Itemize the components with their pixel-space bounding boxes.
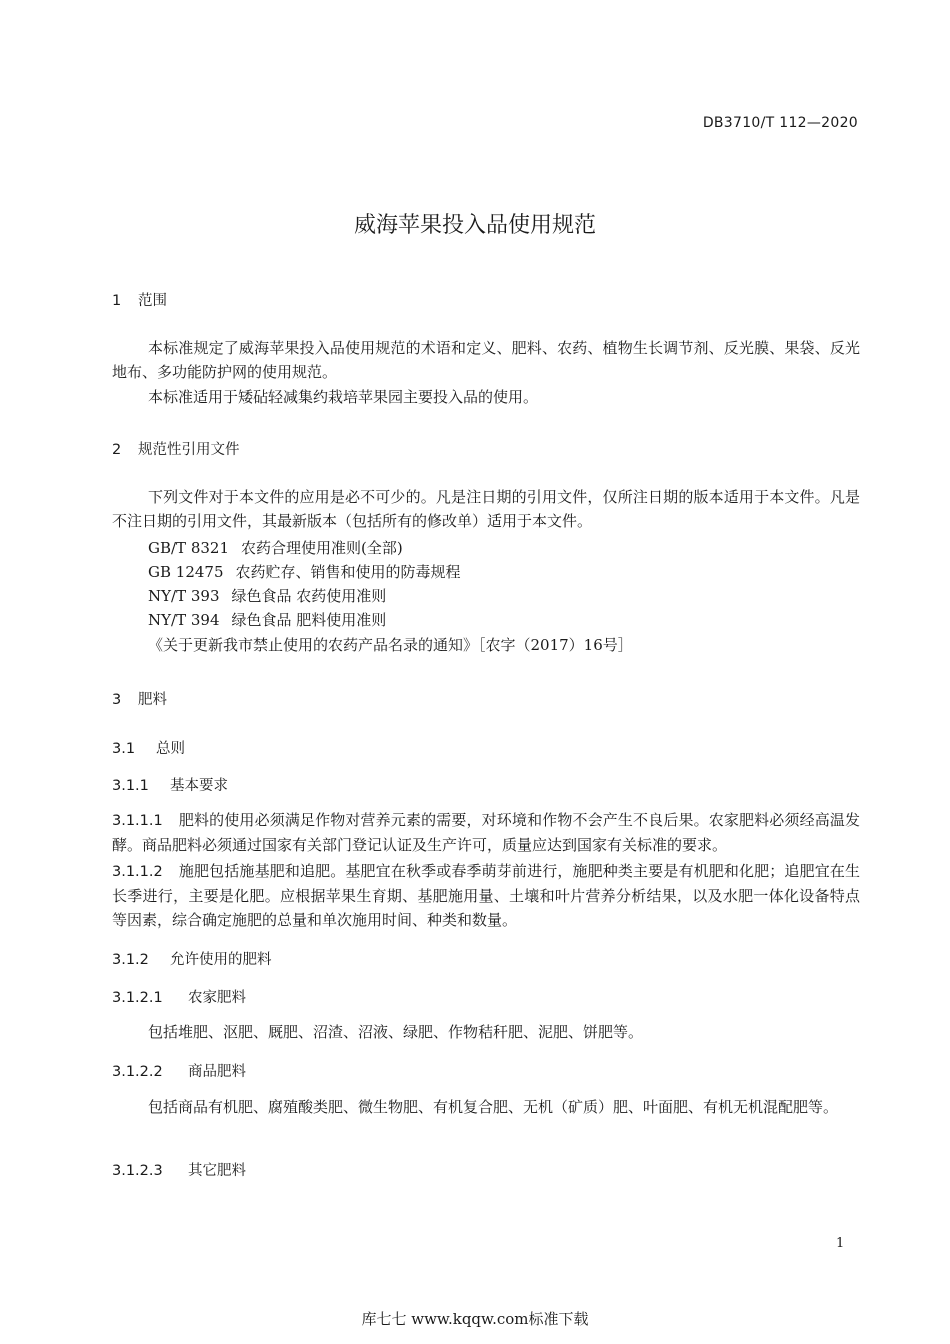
reference-item (148, 585, 386, 606)
section-1-paragraph-1: 本标准规定了威海苹果投入品使用规范的术语和定义、肥料、农药、植物生长调节剂、反光膜、果袋、反光地布、多功能防护网的使用规范。 (112, 339, 860, 381)
section-number: 3.1.2 (112, 952, 149, 968)
clause-3-1-2-2-text: 包括商品有机肥、腐殖酸类肥、微生物肥、有机复合肥、无机（矿质）肥、叶面肥、有机无机混配肥等。 (148, 1098, 839, 1116)
reference-title: 绿色食品 农药使用准则 (231, 587, 387, 605)
clause-number: 3.1.1.2 (112, 864, 163, 880)
section-title: 规范性引用文件 (138, 442, 240, 458)
reference-title: 农药合理使用准则(全部) (241, 539, 403, 557)
section-3-heading (112, 688, 167, 709)
watermark-footer: 库七七 www.kqqw.com标准下载 (361, 1310, 589, 1328)
reference-item (148, 561, 461, 582)
reference-notice: 《关于更新我市禁止使用的农药产品名录的通知》［农字（2017）16号］ (148, 636, 633, 654)
page-title: 威海苹果投入品使用规范 (353, 213, 596, 238)
section-number: 3.1.2.2 (112, 1064, 163, 1080)
reference-code: GB 12475 (148, 563, 224, 581)
clause-3-1-1-1 (112, 808, 860, 857)
section-1-paragraph-2: 本标准适用于矮砧轻减集约栽培苹果园主要投入品的使用。 (148, 388, 539, 406)
clause-3-1-1-2 (112, 859, 860, 932)
section-2-paragraph: 下列文件对于本文件的应用是必不可少的。凡是注日期的引用文件，仅所注日期的版本适用于本文件。凡是不注日期的引用文件，其最新版本（包括所有的修改单）适用于本文件。 (112, 488, 860, 530)
reference-code: NY/T 393 (148, 587, 220, 605)
section-3-1-heading (112, 737, 185, 758)
section-title: 其它肥料 (188, 1163, 246, 1179)
section-title: 范围 (138, 293, 167, 309)
page-number: 1 (836, 1236, 845, 1251)
reference-title: 绿色食品 肥料使用准则 (231, 611, 387, 629)
section-number: 1 (112, 293, 122, 309)
section-3-1-2-heading (112, 948, 272, 969)
section-title: 基本要求 (170, 778, 228, 794)
section-title: 肥料 (138, 692, 167, 708)
section-title: 商品肥料 (188, 1064, 246, 1080)
reference-code: GB/T 8321 (148, 539, 230, 557)
section-number: 3 (112, 692, 122, 708)
document-number: DB3710/T 112—2020 (702, 115, 858, 131)
section-number: 3.1.2.1 (112, 990, 163, 1006)
clause-3-1-2-1-text: 包括堆肥、沤肥、厩肥、沼渣、沼液、绿肥、作物秸秆肥、泥肥、饼肥等。 (148, 1023, 644, 1041)
section-title: 总则 (156, 741, 185, 757)
reference-item (148, 609, 386, 630)
section-number: 2 (112, 442, 122, 458)
section-1-heading (112, 289, 167, 310)
section-number: 3.1 (112, 741, 136, 757)
section-number: 3.1.1 (112, 778, 149, 794)
section-title: 农家肥料 (188, 990, 246, 1006)
section-3-1-2-3-heading (112, 1159, 246, 1180)
clause-number: 3.1.1.1 (112, 813, 163, 829)
section-3-1-2-2-heading (112, 1060, 246, 1081)
section-3-1-2-1-heading (112, 986, 246, 1007)
section-title: 允许使用的肥料 (170, 952, 272, 968)
reference-code: NY/T 394 (148, 611, 220, 629)
section-number: 3.1.2.3 (112, 1163, 163, 1179)
clause-text: 肥料的使用必须满足作物对营养元素的需要，对环境和作物不会产生不良后果。农家肥料必须经高温发酵。商品肥料必须通过国家有关部门登记认证及生产许可，质量应达到国家有关标准的要求。 (112, 811, 860, 854)
reference-item (148, 537, 403, 558)
section-2-heading (112, 438, 240, 459)
clause-text: 施肥包括施基肥和追肥。基肥宜在秋季或春季萌芽前进行，施肥种类主要是有机肥和化肥；追肥宜在生长季进行，主要是化肥。应根据苹果生育期、基肥施用量、土壤和叶片营养分析结果，以及水肥一体化设备特点等因素，综合确定施肥的总量和单次施用时间、种类和数量。 (112, 862, 860, 929)
reference-title: 农药贮存、销售和使用的防毒规程 (235, 563, 461, 581)
section-3-1-1-heading (112, 774, 228, 795)
